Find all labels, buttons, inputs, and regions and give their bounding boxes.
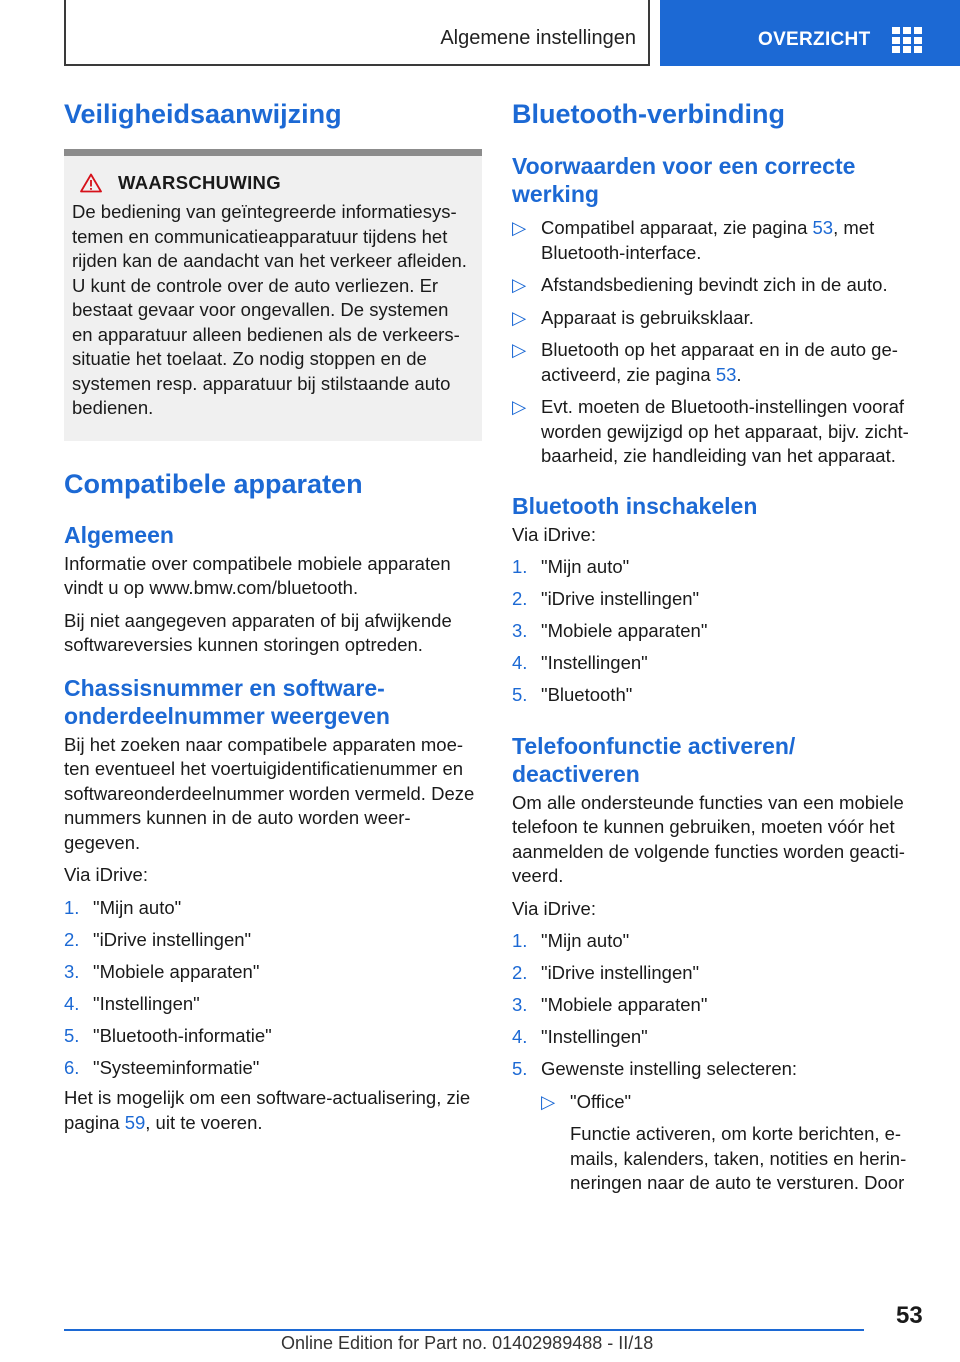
list-item: 5. Gewenste instelling selecteren: ▷ "Office" Functie activeren, om korte berichten, e- mails, kalenders, taken, notities en herin- neringen naar de auto te versturen. Door [512, 1057, 922, 1196]
warning-title: WAARSCHUWING [118, 172, 281, 193]
via-idrive-label: Via iDrive: [512, 523, 596, 545]
triangle-bullet-icon: ▷ [541, 1090, 556, 1112]
list-item: 5. "Bluetooth" [512, 684, 633, 705]
bluetooth-heading: Bluetooth-verbinding [512, 99, 785, 129]
setting-options-list [541, 1090, 922, 1196]
section-title: Algemene instellingen [440, 27, 636, 49]
list-item: ▷ Compatibel apparaat, zie pagina 53, met Bluetooth-interface. [512, 217, 875, 263]
footer-divider [64, 1329, 864, 1331]
warning-box [64, 149, 482, 441]
warning-header [80, 172, 474, 194]
list-item: 4. "Instellingen" [512, 652, 648, 673]
list-item: ▷ Afstandsbediening bevindt zich in de auto. [512, 273, 922, 298]
list-item: 3. "Mobiele apparaten" [64, 960, 260, 982]
overview-label: OVERZICHT [758, 29, 871, 50]
triangle-bullet-icon: ▷ [512, 274, 527, 295]
footer-edition: Online Edition for Part no. 01402989488 - II/18 [281, 1333, 654, 1353]
list-item: 1. "Mijn auto" [64, 896, 182, 918]
list-item: 6. "Systeeminformatie" [64, 1056, 260, 1078]
list-item: 3. "Mobiele apparaten" [512, 620, 708, 641]
list-item: 2. "iDrive instellingen" [64, 928, 252, 950]
prerequisites-heading: Voorwaarden voor een correcte werking [512, 153, 856, 207]
left-column [64, 98, 482, 1135]
list-item: 4. "Instellingen" [512, 1026, 648, 1047]
list-item: 2. "iDrive instellingen" [512, 962, 700, 983]
chassis-paragraph: Bij het zoeken naar compatibele apparaten moe- ten eventueel het voertuigidentificatienummer en softwareonderdeelnummer worden vermeld. Deze nummers kunnen in de auto worden weer- gegeven. [64, 733, 475, 853]
page-link-59[interactable]: 59 [124, 1111, 146, 1133]
chassis-heading: Chassisnummer en software- onderdeelnummer weergeven [64, 674, 390, 729]
list-item: 5. "Bluetooth-informatie" [64, 1024, 272, 1046]
general-heading: Algemeen [64, 521, 174, 548]
update-paragraph: Het is mogelijk om een software-actualisering, zie pagina 59, uit te voeren. [64, 1087, 471, 1133]
overview-button[interactable] [660, 0, 960, 66]
office-description: Functie activeren, om korte berichten, e- mails, kalenders, taken, notities en herin- neringen naar de auto te versturen. Door [570, 1123, 907, 1193]
list-item: 4. "Instellingen" [64, 992, 200, 1014]
phone-function-paragraph: Om alle ondersteunde functies van een mobiele telefoon te kunnen gebruiken, moeten vóór het aanmelden de volgende functies worden geacti- veerd. [512, 791, 905, 886]
warning-text: De bediening van geïntegreerde informatiesys- temen en communicatieapparatuur tijdens het rijden kan de aandacht van het verkeer afleiden. U kunt de controle over de auto verliezen. Er bestaat gevaar voor ongevallen. De systemen en apparatuur alleen bedienen als de verkeers- situatie het toelaat. Zo nodig stoppen en de systemen resp. apparatuur bij stilstaande auto bedienen. [72, 201, 467, 418]
page-link-53[interactable]: 53 [812, 217, 834, 238]
safety-heading: Veiligheidsaanwijzing [64, 99, 342, 129]
phone-steps-list [512, 929, 922, 1196]
general-paragraph-2: Bij niet aangegeven apparaten of bij afwijkende softwareversies kunnen storingen optreden. [64, 609, 452, 655]
triangle-bullet-icon: ▷ [512, 339, 527, 360]
list-item: ▷ Apparaat is gebruiksklaar. [512, 306, 922, 331]
list-item: 1. "Mijn auto" [512, 556, 630, 577]
prerequisites-list [512, 216, 922, 469]
list-item: ▷ Evt. moeten de Bluetooth-instellingen vooraf worden gewijzigd op het apparaat, bijv. zicht- baarheid, zie handleiding van het apparaat. [512, 396, 909, 466]
section-tab [64, 0, 650, 66]
right-column [512, 98, 922, 1196]
phone-function-heading: Telefoonfunctie activeren/ deactiveren [512, 732, 796, 787]
general-paragraph-1: Informatie over compatibele mobiele apparaten vindt u op www.bmw.com/bluetooth. [64, 552, 451, 598]
list-item: 3. "Mobiele apparaten" [512, 994, 708, 1015]
page-link-53[interactable]: 53 [715, 363, 737, 385]
via-idrive-label: Via iDrive: [64, 864, 148, 885]
compatible-heading: Compatibele apparaten [64, 468, 363, 499]
list-item: ▷ "Office" Functie activeren, om korte berichten, e- mails, kalenders, taken, notities en herin- neringen naar de auto te versturen. Door [541, 1090, 922, 1196]
via-idrive-label: Via iDrive: [512, 897, 596, 919]
list-item: 1. "Mijn auto" [512, 930, 630, 951]
chassis-steps-list [64, 896, 482, 1081]
page-header [0, 0, 960, 66]
list-item: ▷ Bluetooth op het apparaat en in de auto ge- activeerd, zie pagina 53. [512, 339, 898, 385]
triangle-bullet-icon: ▷ [512, 396, 527, 417]
triangle-bullet-icon: ▷ [512, 306, 527, 328]
grid-menu-icon [892, 27, 922, 53]
enable-steps-list [512, 555, 922, 708]
triangle-bullet-icon: ▷ [512, 217, 527, 238]
page-number: 53 [896, 1302, 923, 1329]
enable-heading: Bluetooth inschakelen [512, 492, 758, 519]
list-item: 2. "iDrive instellingen" [512, 588, 700, 609]
warning-triangle-icon [80, 173, 102, 193]
